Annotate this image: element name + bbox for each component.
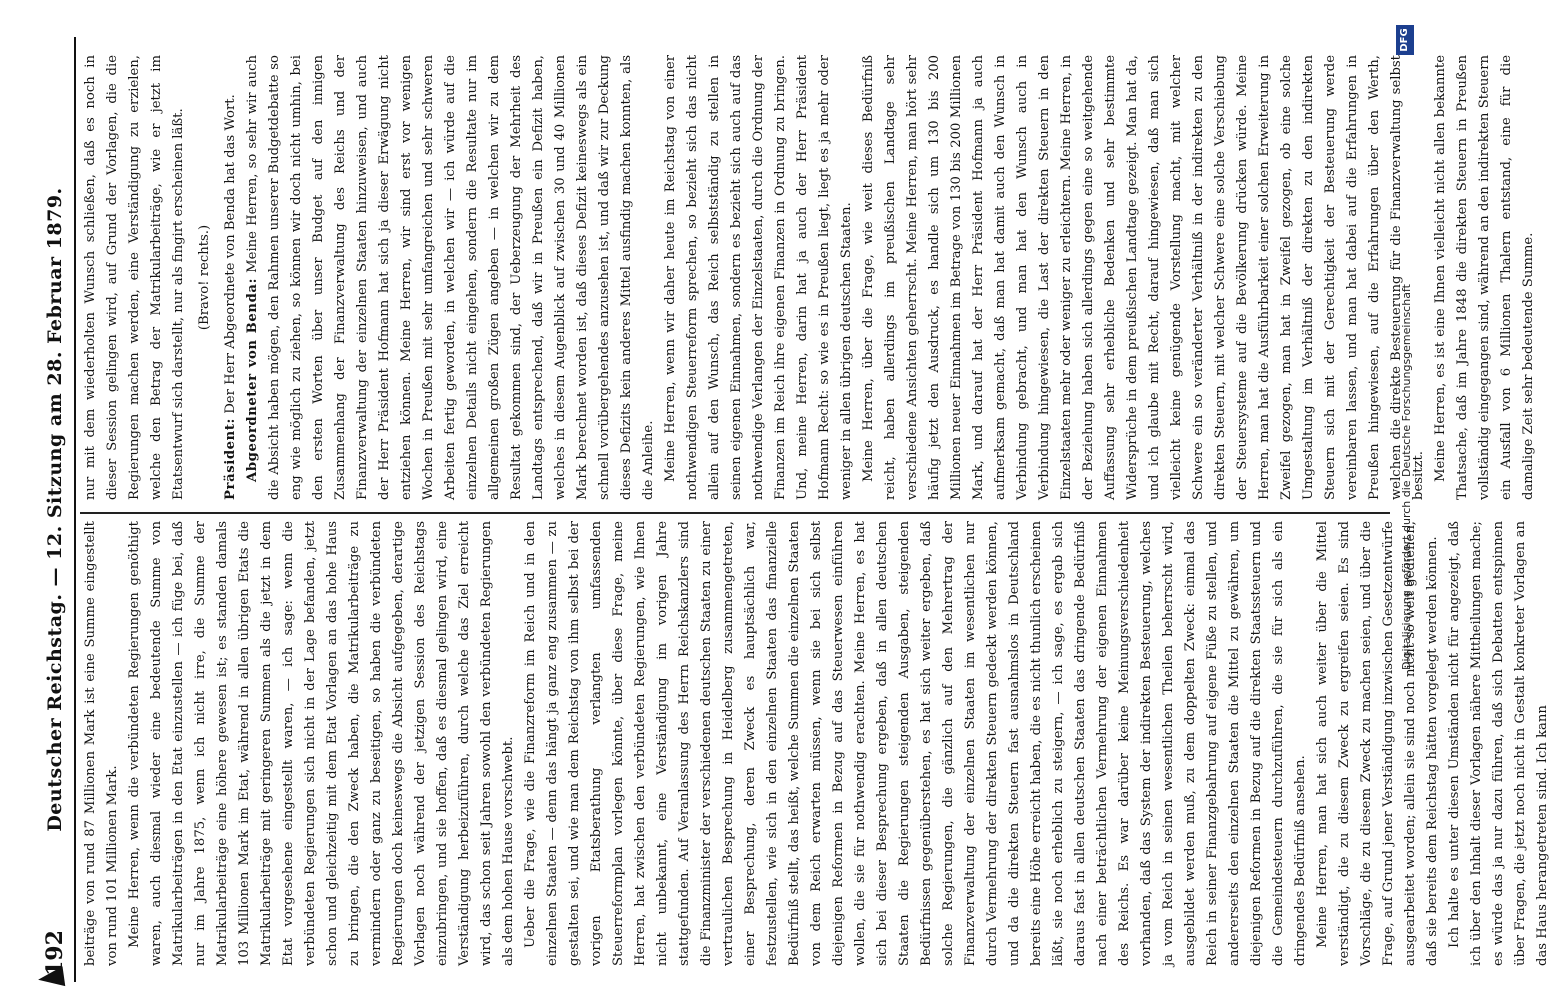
text-paragraph: beiträge von rund 87 Millionen Mark ist eine Summe eingestellt von rund 101 Millionen Mark. xyxy=(83,521,120,966)
text-paragraph: Meine Herren, man hat sich auch weiter über die Mittel verständigt, die zu diesem Zweck zu ergreifen seien. Es sind Vorschläge, die zu diesem Zweck zu machen seien, und über die Frage, auf Grund jener Verständigung inzwischen Gesetzentwürfe ausgearbeitet worden; allein sie sind noch nicht so weit gediehen, daß sie bereits dem Reichstag hätten vorgelegt werden können. xyxy=(1315,521,1440,966)
left-column xyxy=(80,521,1550,966)
speaker-paragraph xyxy=(242,55,660,500)
text-paragraph: Meine Herren, es ist eine Ihnen vielleicht nicht allen bekannte Thatsache, daß im Jahre 1848 die direkten Steuern in Preußen vollständig eingegangen sind, während an den indirekten Steuern ein Ausfall von 6 Millionen Thalern entstand, eine für die damalige Zeit sehr bedeutende Summe. xyxy=(1433,55,1536,500)
speaker-paragraph xyxy=(220,55,242,500)
page-header xyxy=(40,37,76,982)
text-paragraph: Meine Herren, über die Frage, wie weit dieses Bedürfniß reicht, haben allerdings im preußischen Landtage sehr verschiedene Ansichten geherrscht. Meine Herren, man hört sehr häufig jetzt den Ausdruck, es handle sich um 130 bis 200 Millionen neuer Einnahmen im Betrage von 130 bis 200 Millionen Mark, und darauf hat der Herr Präsident Hofmann ja auch aufmerksam gemacht, daß man hat damit auch den Wunsch in Verbindung gebracht, und man hat den Wunsch auch in Verbindung hingewiesen, die Last der direkten Steuern in den Einzelstaaten mehr oder weniger zu erleichtern. Meine Herren, in der Beziehung haben sich allerdings gegen eine so weitgehende Auffassung sehr erhebliche Bedenken und sehr bestimmte Widersprüche in dem preußischen Landtage gezeigt. Man hat da, und ich glaube mit Recht, darauf hingewiesen, daß man sich vielleicht keine genügende Vorstellung macht, mit welcher Schwere ein so veränderter Verhältniß in der indirekten zu den direkten Steuern, mit welcher Schwere eine solche Verschiebung der Steuersysteme auf die Bevölkerung drücken würde. Meine Herren, man hat die Ausführbarkeit einer solchen Erweiterung in Zweifel gezogen, man hat in Zweifel gezogen, ob eine solche Umgestaltung im Verhältniß der direkten zu den indirekten Steuern sich mit der Gerechtigkeit der Besteuerung werde vereinbaren lassen, und man hat dabei auf die Erfahrungen in Preußen hingewiesen, auf die Erfahrungen über den Werth, welchen die direkte Besteuerung für die Finanzverwaltung selbst besitzt. xyxy=(861,55,1426,500)
text-paragraph: Ich halte es unter diesen Umständen nicht für angezeigt, daß ich über den Inhalt dieser Vorlagen nähere Mittheilungen mache; es würde das ja nur dazu führen, daß sich Debatten entspinnen über Fragen, die jetzt noch nicht in Gestalt konkreter Vorlagen an das Haus herangetreten sind. Ich kann xyxy=(1447,521,1550,966)
credit-text: Digitalisierung gefördert durch die Deutsche Forschungsgemeinschaft xyxy=(1400,284,1413,670)
speech-text: Meine Herren, so sehr wir auch die Absicht haben mögen, den Rahmen unserer Budgetdebatte so eng wie möglich zu ziehen, so können wir doch nicht umhin, bei den ersten Worten über unser Budget auf den innigen Zusammenhang der Finanzverwaltung des Reichs und der Finanzverwaltung der einzelnen Staaten hinzuweisen, und auch der Herr Präsident Hofmann hat sich ja dieser Erwägung nicht entziehen können. Meine Herren, wir sind erst vor wenigen Wochen in Preußen mit sehr umfangreichen und sehr schweren Arbeiten fertig geworden, in welchen wir — ich würde auf die einzelnen Details nicht eingehen, sondern die Resultate nur im allgemeinen großen Zügen angeben — in welchen wir zu dem Resultat gekommen sind, der Ueberzeugung der Mehrheit des Landtags entsprechend, daß wir in Preußen ein Defizit haben, welches in diesem Augenblick auf zwischen 30 und 40 Millionen Mark berechnet worden ist, daß dieses Defizit keineswegs als ein schnell vorübergehendes anzusehen ist, und daß wir zur Deckung dieses Defizits kein anderes Mittel ausfindig machen konnten, als die Anleihe. xyxy=(245,55,656,500)
speech-text: Der Herr Abgeordnete von Benda hat das Wort. xyxy=(223,94,238,418)
speaker-name: Abgeordneter von Benda: xyxy=(245,277,260,482)
text-paragraph: Meine Herren, wenn die verbündeten Regierungen genöthigt waren, auch diesmal wieder eine bedeutende Summe von Matrikularbeiträgen in den Etat einzustellen — ich füge bei, daß nur im Jahre 1875, wenn ich nicht irre, die Summe der Matrikularbeiträge eine höhere gewesen ist; es standen damals 103 Millionen Mark im Etat, während in allen übrigen Etats die Matrikularbeiträge mit geringeren Summen als die jetzt in dem Etat vorgesehene eingestellt waren, — ich sage: wenn die verbündeten Regierungen sich nicht in der Lage befanden, jetzt schon und gleichzeitig mit dem Etat Vorlagen an das hohe Haus zu bringen, die den Zweck haben, die Matrikularbeiträge zu vermindern oder ganz zu beseitigen, so haben die verbündeten Regierungen doch keineswegs die Absicht aufgegeben, derartige Vorlagen noch während der jetzigen Session des Reichstags einzubringen, und sie hoffen, daß es diesmal gelingen wird, eine Verständigung herbeizuführen, durch welche das Ziel erreicht wird, das schon seit Jahren sowohl den verbündeten Regierungen als dem hohen Hause vorschwebt. xyxy=(127,521,516,966)
applause-note: (Bravo! rechts.) xyxy=(197,224,212,331)
page-number: 192 xyxy=(42,930,68,976)
text-paragraph: nur mit dem wiederholten Wunsch schließen, daß es noch in dieser Session gelingen wird, auf Grund der Vorlagen, die die Regierungen machen werden, eine Verständigung zu erzielen, welche den Betrag der Matrikularbeiträge, wie er jetzt im Etatsentwurf sich darstellt, nur als fingirt erscheinen läßt. xyxy=(83,55,186,500)
dfg-logo: DFG xyxy=(1396,25,1414,55)
text-paragraph: Meine Herren, wenn wir daher heute im Reichstag von einer nothwendigen Steuerreform sprechen, so bezieht sich das nicht allein auf den Wunsch, das Reich selbstständig zu stellen in seinen eigenen Einnahmen, sondern es bezieht sich auch auf das nothwendige Verlangen der Einzelstaaten, durch die Ordnung der Finanzen im Reich ihre eigenen Finanzen in Ordnung zu bringen. Und, meine Herren, darin hat ja auch der Herr Präsident Hofmann Recht: so wie es in Preußen liegt, liegt es ja mehr oder weniger in allen übrigen deutschen Staaten. xyxy=(663,55,854,500)
column-divider xyxy=(80,513,1390,515)
text-paragraph: Ueber die Frage, wie die Finanzreform im Reich und in den einzelnen Staaten — denn das hängt ja ganz eng zusammen — zu gestalten sei, und wie man dem Reichstag von ihm selbst bei der vorigen Etatsberathung verlangten umfassenden Steuerreformplan vorlegen könnte, über diese Frage, meine Herren, hat zwischen den verbündeten Regierungen, wie Ihnen nicht unbekannt, eine Verständigung im vorigen Jahre stattgefunden. Auf Veranlassung des Herrn Reichskanzlers sind die Finanzminister der verschiedenen deutschen Staaten zu einer vertraulichen Besprechung in Heidelberg zusammengetreten, einer Besprechung, deren Zweck es hauptsächlich war, festzustellen, wie sich in den einzelnen Staaten das finanzielle Bedürfniß stellt, das heißt, welche Summen die einzelnen Staaten von dem Reich erwarten müssen, wenn sie bei sich selbst diejenigen Reformen in Bezug auf das Steuerwesen einführen wollen, die sie für nothwendig erachten. Meine Herren, es hat sich bei dieser Besprechung ergeben, daß in allen deutschen Staaten die Regierungen steigenden Ausgaben, steigenden Bedürfnissen gegenüberstehen, es hat sich weiter ergeben, daß solche Regierungen, die gänzlich auf den Mehrertrag der Finanzverwaltung der einzelnen Staaten im wesentlichen nur durch Vermehrung der direkten Steuern gedeckt werden können, und da die direkten Steuern fast ausnahmslos in Deutschland bereits eine Höhe erreicht haben, die es nicht thunlich erscheinen läßt, sie noch erheblich zu steigern, — ich sage, es ergab sich daraus fast in allen deutschen Staaten das dringende Bedürfniß nach einer beträchtlichen Vermehrung der eigenen Einnahmen des Reichs. Es war darüber keine Meinungsverschiedenheit vorhanden, daß das System der indirekten Besteuerung, welches ja vom Reich in seinen wesentlichen Theilen beherrscht wird, ausgebildet werden muß, zu dem doppelten Zweck: einmal das Reich in seiner Finanzgebahrung auf eigene Füße zu stellen, und andererseits den einzelnen Staaten die Mittel zu gewähren, um diejenigen Reformen in Bezug auf die direkten Staatssteuern und die Gemeindesteuern durchzuführen, die sie für sich als ein dringendes Bedürfniß ansehen. xyxy=(523,521,1308,966)
running-head: Deutscher Reichstag. — 12. Sitzung am 28. Februar 1879. xyxy=(44,187,66,832)
speaker-name: Präsident: xyxy=(223,417,238,500)
